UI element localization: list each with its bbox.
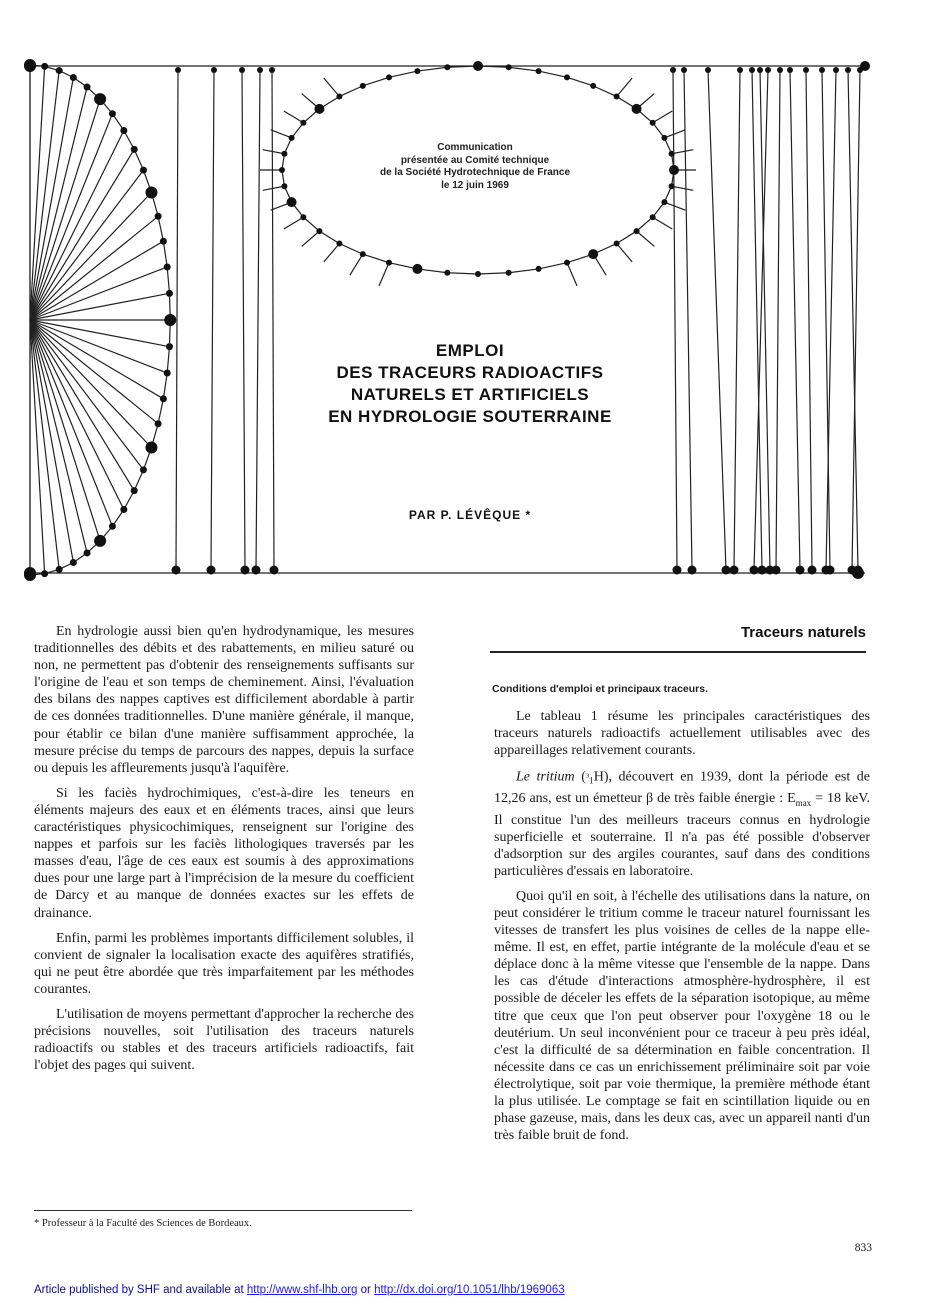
paragraph: Si les faciès hydrochimiques, c'est-à-dire les teneurs en éléments majeurs des eaux et en éléments traces, ainsi que leurs caractéristiques physicochimiques, renseignent sur l'origine des nappes et parfois sur les faciès lithologiques traversés par les masses d'eau, l'âge de ces eaux est soumis à des approximations dues pour une large part à l'imprécision de la mesure du coefficient de Darcy et au manque de données exactes sur les effets de drainance. <box>34 785 414 921</box>
left-column <box>34 623 414 1082</box>
page-number: 833 <box>854 1242 872 1254</box>
communication-line: le 12 juin 1969 <box>441 179 509 191</box>
isotope-open: ( <box>574 769 586 785</box>
paragraph-tritium <box>494 767 870 880</box>
doi-link[interactable]: http://dx.doi.org/10.1051/lhb/1969063 <box>374 1284 565 1296</box>
communication-note <box>330 142 620 192</box>
footnote-rule <box>34 1210 412 1211</box>
paragraph: Quoi qu'il en soit, à l'échelle des utilisations dans la nature, on peut considérer le tritium comme le traceur naturel fournissant les vitesses de transfert les plus voisines de celles de la nappe elle-même. Il est, en effet, partie intégrante de la molécule d'eau et se déplace donc à la même vitesse que l'ensemble de la nappe. Dans les cas d'étude d'interactions atmosphère-hydrosphère, il est possible de déceler les effets de la séparation isotopique, au même titre que ceux que l'on peut observer pour l'oxygène 18 ou le deutérium. Un seul inconvénient pour ce traceur à peu près idéal, c'est la difficulté de sa détermination en faible concentration. Il nécessite dans ce cas un enrichissement préliminaire soit par voie électrolytique, soit par voie thermique, la première méthode étant la plus utilisée. Le comptage se fait en scintillation liquide ou en phase gazeuse, mais, dans les deux cas, avec un appareil nanti d'un très faible bruit de fond. <box>494 888 870 1144</box>
tritium-label: Le tritium <box>516 769 575 785</box>
author-byline: PAR P. LÉVÊQUE * <box>408 508 532 522</box>
title-line: NATURELS ET ARTIFICIELS <box>350 385 590 404</box>
section-heading: Traceurs naturels <box>740 624 866 641</box>
article-title <box>290 340 650 428</box>
isotope-mass: $^3_1$ <box>585 772 594 786</box>
title-line: DES TRACEURS RADIOACTIFS <box>336 363 604 382</box>
communication-line: Communication <box>437 142 513 153</box>
communication-line: de la Société Hydrotechnique de France <box>379 167 571 178</box>
paragraph: Le tableau 1 résume les principales caractéristiques des traceurs naturels radioactifs actuellement utilisables avec des appareillages relativement courants. <box>494 709 870 759</box>
text-run: = 18 keV. Il constitue l'un des meilleurs traceurs connus en hydrologie superficielle et souterraine. Il n'a pas été possible d'observer d'adsorption sur des argiles courantes, sauf dans des conditions particulières d'essais en laboratoire. <box>494 790 870 879</box>
communication-line: présentée au Comité technique <box>400 154 550 166</box>
paragraph: Enfin, parmi les problèmes importants difficilement solubles, il convient de signaler la localisation exacte des aquifères stratifiés, qui ne peut être abordée que très imparfaitement par les méthodes courantes. <box>34 930 414 997</box>
right-column <box>494 708 870 1152</box>
publication-middle: or <box>357 1284 375 1296</box>
title-line: EMPLOI <box>435 341 505 360</box>
subscript-max: max <box>795 797 812 808</box>
shf-link[interactable]: http://www.shf-lhb.org <box>246 1284 358 1296</box>
title-line: EN HYDROLOGIE SOUTERRAINE <box>328 407 612 426</box>
isotope-symbol: H <box>593 769 604 785</box>
footnote: * Professeur à la Faculté des Sciences de Bordeaux. <box>34 1218 252 1229</box>
text-run: ), découvert en 1939, dont la période est de 12,26 ans, est un émetteur β de très faible énergie : E <box>494 769 871 806</box>
section-rule <box>490 651 866 653</box>
publication-line <box>34 1284 894 1296</box>
publication-prefix: Article published by SHF and available at <box>34 1284 247 1296</box>
paragraph: L'utilisation de moyens permettant d'approcher la recherche des précisions nouvelles, soit l'utilisation des traceurs naturels radioactifs ou stables et des traceurs artificiels radioactifs, fait l'objet des pages qui suivent. <box>34 1006 414 1074</box>
subheading: Conditions d'emploi et principaux traceurs. <box>492 683 709 695</box>
paragraph: En hydrologie aussi bien qu'en hydrodynamique, les mesures traditionnelles des débits et des rabattements, en milieu saturé ou non, ne permettent pas d'obtenir des renseignements suffisants sur l'origine de l'eau et son temps de cheminement. Ainsi, l'évaluation des bilans des nappes captives est difficilement abordable à partir de ces données traditionnelles. D'une manière générale, il manque, pour établir ce bilan d'une manière suffisamment approchée, la mesure précise du temps de parcours des nappes, depuis la surface ou depuis les affleurements jusqu'à l'aquifère. <box>34 624 414 776</box>
